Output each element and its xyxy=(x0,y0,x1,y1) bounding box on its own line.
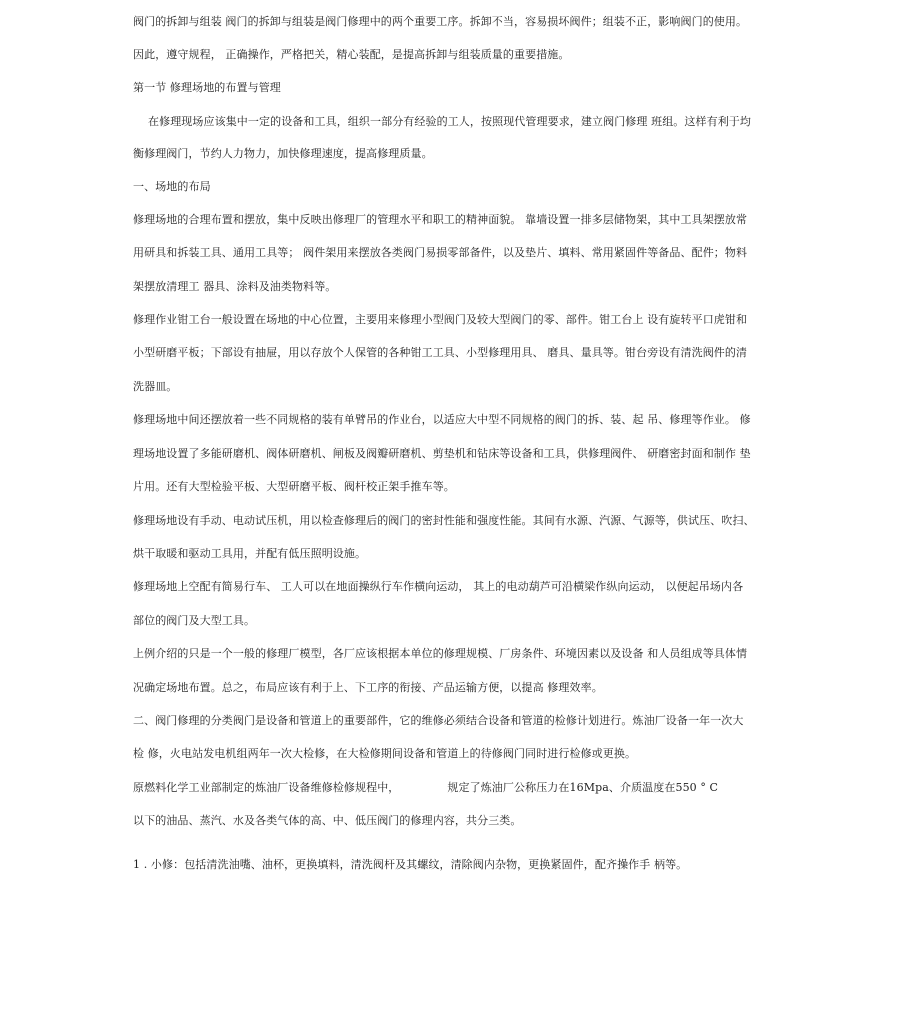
paragraph-line: 理场地设置了多能研磨机、阀体研磨机、闸板及阀瓣研磨机、剪垫机和钻床等设备和工具，供修理阀件、 研磨密封面和制作 垫 xyxy=(133,447,751,460)
paragraph-line: 检 修，火电站发电机组两年一次大检修，在大检修期间设备和管道上的待修阀门同时进行检修或更换。 xyxy=(133,747,637,760)
paragraph-line: 小型研磨平板；下部设有抽屉，用以存放个人保管的各种钳工工具、小型修理用具、 磨具、量具等。钳台旁设有清洗阀件的清 xyxy=(133,346,748,359)
subsection-heading: 一、场地的布局 xyxy=(133,180,211,193)
paragraph-line: 修理场地的合理布置和摆放，集中反映出修理厂的管理水平和职工的精神面貌。 靠墙设置一排多层储物架，其中工具架摆放常 xyxy=(133,213,748,226)
list-item: 1 . 小修：包括清洗油嘴、油杯，更换填料，清洗阀杆及其螺纹，清除阀内杂物，更换紧固件，配齐操作手 柄等。 xyxy=(133,858,688,871)
paragraph-line: 修理作业钳工台一般设置在场地的中心位置，主要用来修理小型阀门及较大型阀门的零、部件。钳工台上 设有旋转平口虎钳和 xyxy=(133,313,748,326)
paragraph-line: 因此，遵守规程， 正确操作，严格把关，精心装配，是提高拆卸与组装质量的重要措施。 xyxy=(133,48,570,61)
paragraph-line: 修理场地上空配有简易行车、 工人可以在地面操纵行车作横向运动， 其上的电动葫芦可沿横梁作纵向运动， 以便起吊场内各 xyxy=(133,580,744,593)
split-line-right: 规定了炼油厂公称压力在16Mpa、介质温度在550 ° C xyxy=(447,781,719,794)
paragraph-line: 二、阀门修理的分类阀门是设备和管道上的重要部件，它的维修必须结合设备和管道的检修计划进行。炼油厂设备一年一次大 xyxy=(133,714,744,727)
paragraph-line: 以下的油品、蒸汽、水及各类气体的高、中、低压阀门的修理内容，共分三类。 xyxy=(133,814,522,827)
paragraph-line: 架摆放清理工 器具、涂料及油类物料等。 xyxy=(133,280,337,293)
paragraph-line: 况确定场地布置。总之，布局应该有利于上、下工序的衔接、产品运输方便，以提高 修理效率。 xyxy=(133,681,603,694)
paragraph-line: 在修理现场应该集中一定的设备和工具，组织一部分有经验的工人，按照现代管理要求，建立阀门修理 班组。这样有利于均 xyxy=(148,115,751,128)
paragraph-line: 洗器皿。 xyxy=(133,380,178,393)
paragraph-line xyxy=(133,781,793,795)
section-heading: 第一节 修理场地的布置与管理 xyxy=(133,81,281,94)
paragraph-line: 修理场地中间还摆放着一些不同规格的装有单臂吊的作业台，以适应大中型不同规格的阀门的拆、装、起 吊、修理等作业。 修 xyxy=(133,413,751,426)
split-line-left: 原燃料化学工业部制定的炼油厂设备维修检修规程中， xyxy=(133,781,400,794)
paragraph-line: 修理场地设有手动、电动试压机，用以检查修理后的阀门的密封性能和强度性能。其间有水源、汽源、气源等，供试压、吹扫、 xyxy=(133,514,755,527)
paragraph-line: 部位的阀门及大型工具。 xyxy=(133,614,256,627)
paragraph-line: 阀门的拆卸与组装 阀门的拆卸与组装是阀门修理中的两个重要工序。拆卸不当，容易损坏阀件；组装不正，影响阀门的使用。 xyxy=(133,15,748,28)
paragraph-line: 片用。还有大型检验平板、大型研磨平板、阀杆校正架手推车等。 xyxy=(133,480,455,493)
paragraph-line: 上例介绍的只是一个一般的修理厂模型，各厂应该根据本单位的修理规模、厂房条件、环境因素以及设备 和人员组成等具体情 xyxy=(133,647,748,660)
paragraph-line: 烘干取暖和驱动工具用，并配有低压照明设施。 xyxy=(133,547,367,560)
paragraph-line: 用研具和拆装工具、通用工具等； 阀件架用来摆放各类阀门易损零部备件，以及垫片、填料、常用紧固件等备品、配件；物料 xyxy=(133,246,748,259)
paragraph-line: 衡修理阀门，节约人力物力，加快修理速度，提高修理质量。 xyxy=(133,147,433,160)
